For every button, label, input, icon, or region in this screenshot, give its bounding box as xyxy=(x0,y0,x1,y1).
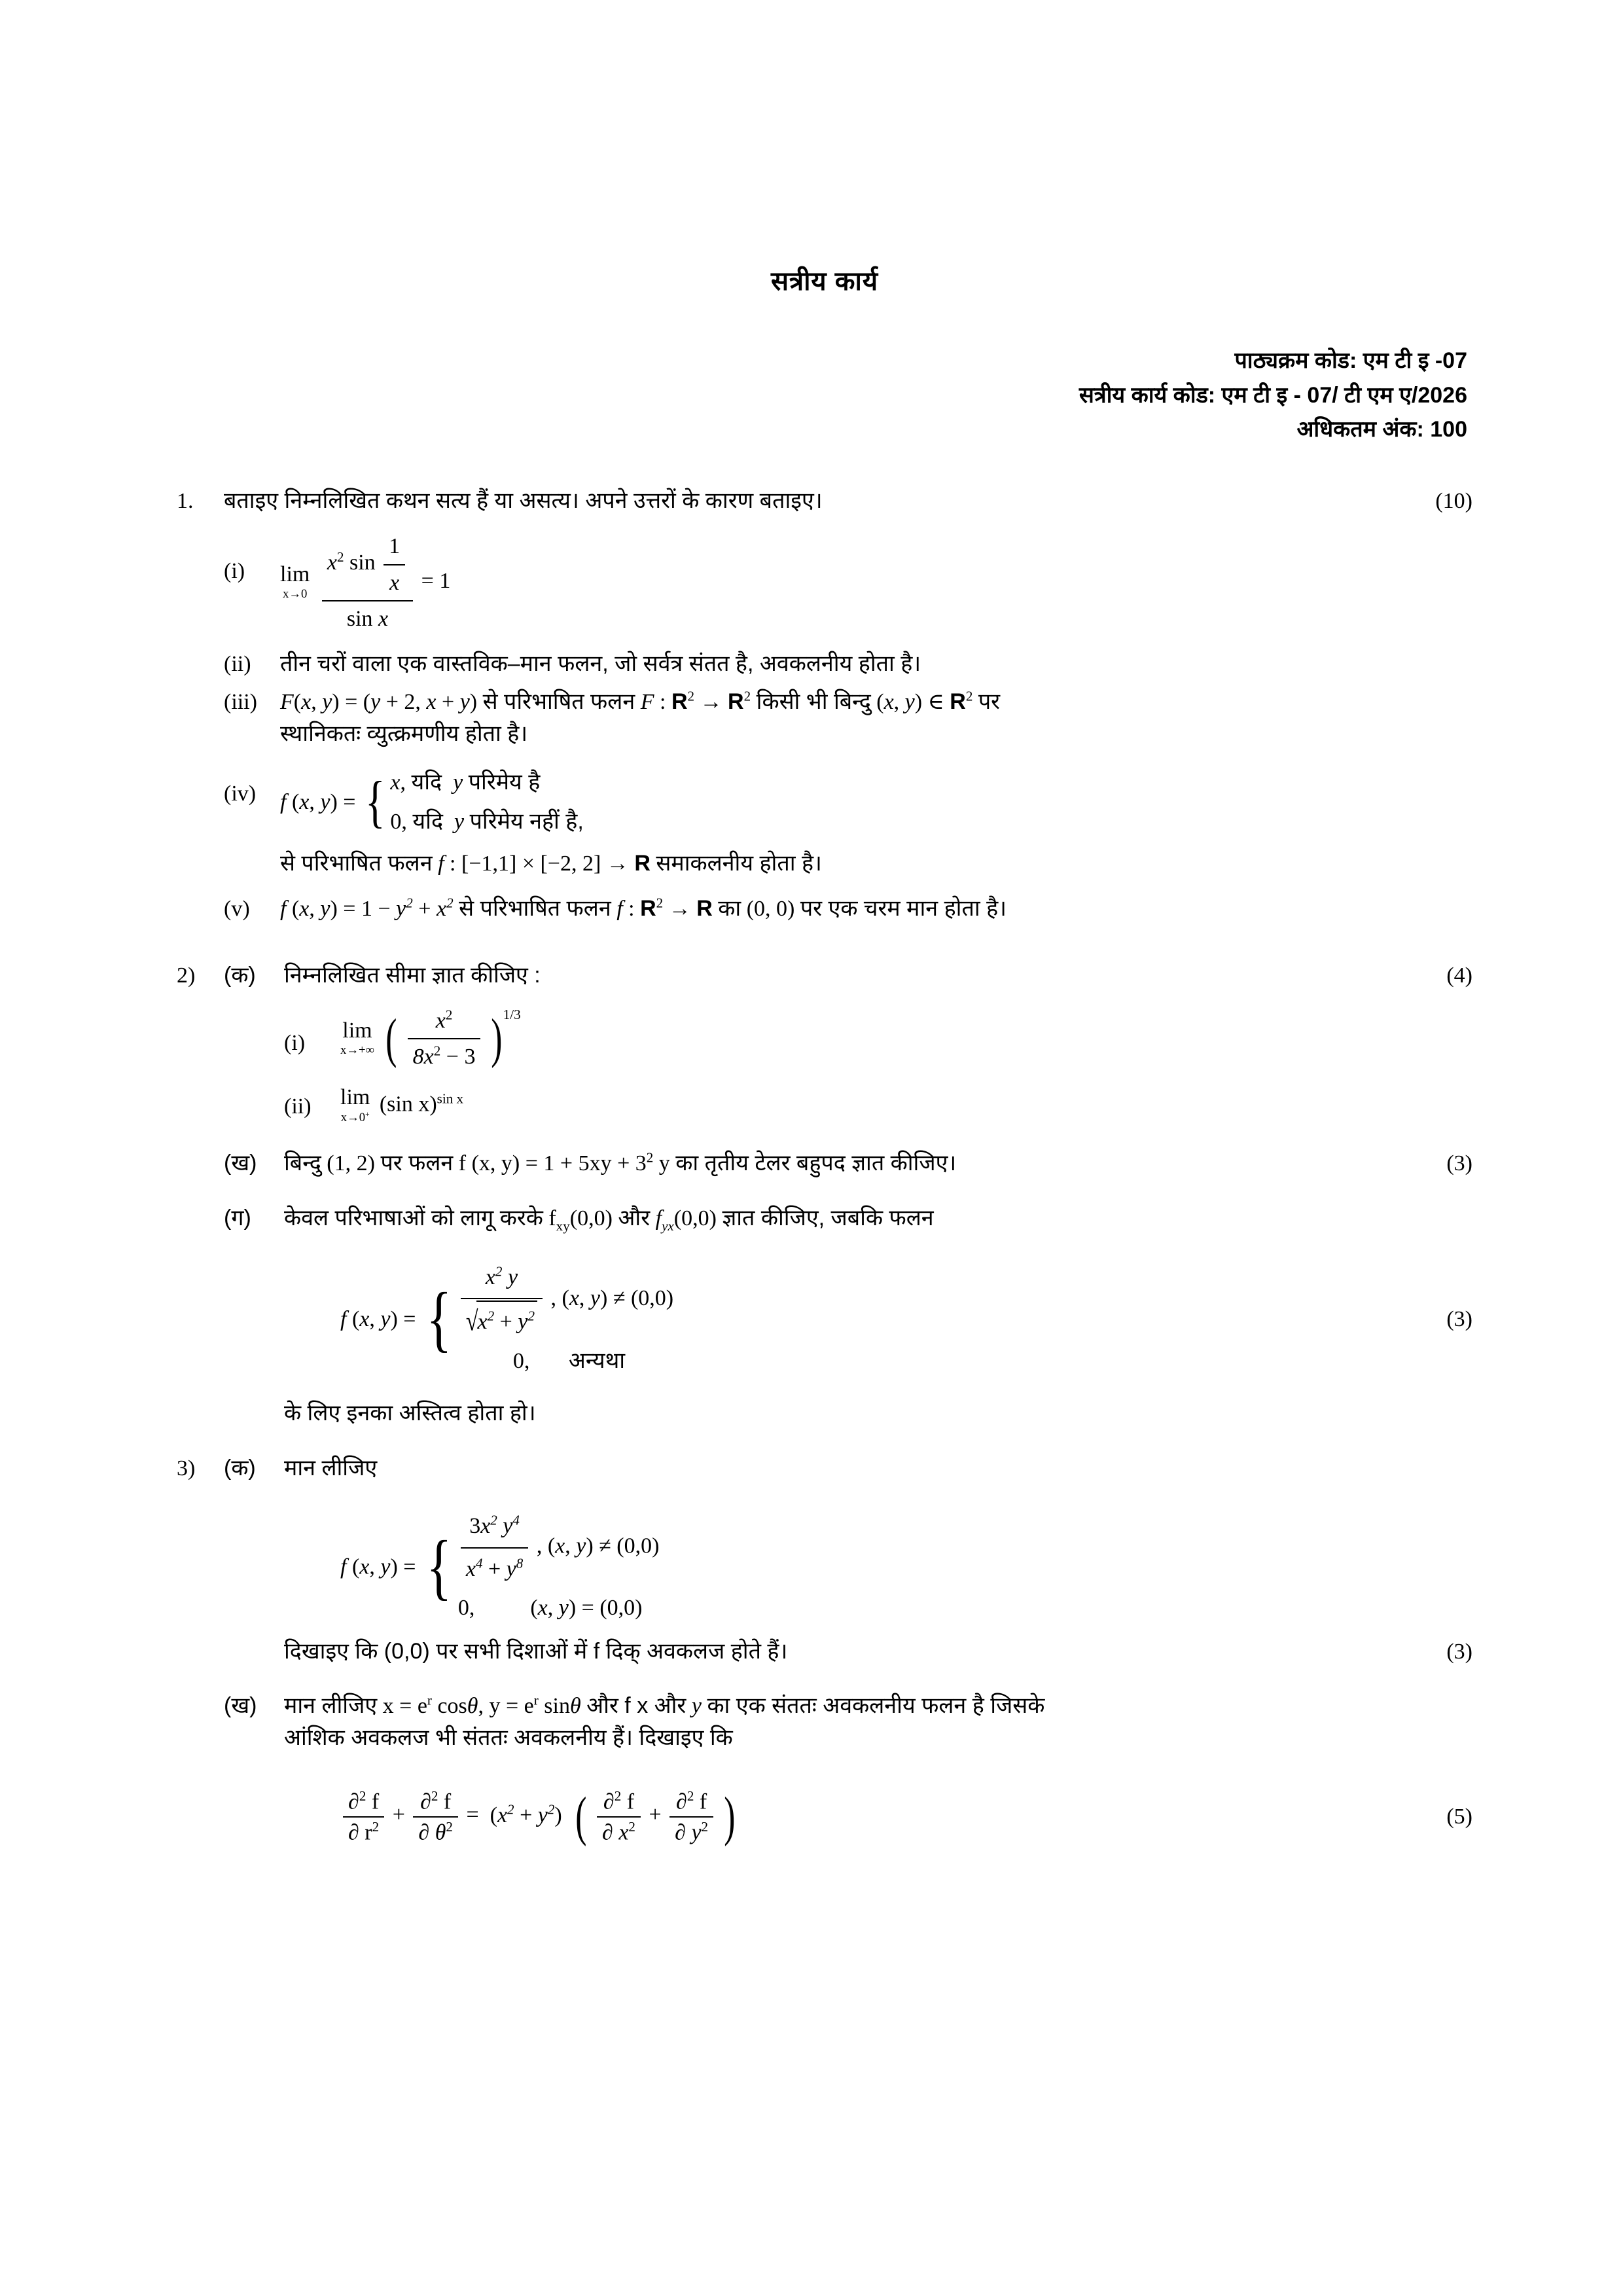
q2-ga-label: (ग) xyxy=(224,1205,251,1230)
q3-ka-function-name: f (x, y) = xyxy=(340,1554,416,1579)
left-brace-icon: { xyxy=(426,1278,452,1359)
item-v-point: (0, 0) xyxy=(746,897,795,922)
q3-kha-label: (ख) xyxy=(224,1693,257,1718)
q2-ka-sub-ii-expression: lim x→0+ (sin x)$^{sin x}$ xyxy=(340,1085,464,1124)
item-iv-tail-b: समाकलनीय होता है। xyxy=(656,851,822,876)
item-iv-case-2-sym: 0, xyxy=(390,809,407,834)
d2f-dr2: $\frac{\partial^2 f}{\partial r^2}$ xyxy=(343,1788,384,1845)
question-2-number: 2) xyxy=(177,963,196,988)
q2-ka-prompt: निम्नलिखित सीमा ज्ञात कीजिए : xyxy=(284,962,541,988)
q2-ga-case2-text: अन्यथा xyxy=(568,1348,626,1373)
item-iv-body xyxy=(280,763,1394,880)
limit-operator: lim x→0 xyxy=(280,562,310,601)
q3-ka-case2-cond: (x, y) = (0,0) xyxy=(530,1596,643,1621)
q3-kha-equation-row xyxy=(177,1788,1472,1845)
item-iv-tail-a: से परिभाषित फलन xyxy=(280,851,433,876)
q3-ka-tail: दिखाइए कि (0,0) पर सभी दिशाओं में f दिक् अवकलज होते हैं। xyxy=(284,1638,788,1664)
q2-kha-body xyxy=(284,1147,1394,1179)
q2-kha-function: f (x, $y) = 1 + 5xy + 3^2$ y xyxy=(458,1149,670,1176)
right-paren-icon: ) xyxy=(723,1786,736,1847)
item-iii-body xyxy=(280,686,1394,751)
q3-kha-body xyxy=(284,1690,1394,1755)
question-3-part-kha xyxy=(177,1690,1472,1755)
assignment-code-line: सत्रीय कार्य कोड: एम टी इ - 07/ टी एम ए/2026 xyxy=(1079,382,1467,408)
item-iv-piecewise: { x, यदि y परिमेय है 0, यदि y परिमेय नहीं है, xyxy=(365,770,584,834)
q2-ga-case1-fraction: $\frac{x^2 y}{√x^2 + y^2}$ xyxy=(461,1258,543,1342)
max-marks-line: अधिकतम अंक: 100 xyxy=(1296,417,1467,442)
left-brace-icon: { xyxy=(365,770,385,834)
right-paren-icon: ) xyxy=(491,1009,503,1069)
limit-operator: lim x→0+ xyxy=(340,1085,370,1124)
fraction: $x^2$ sin $\frac{1}{x}$ sin x xyxy=(322,530,413,635)
question-1 xyxy=(177,485,1472,517)
left-paren-icon: ( xyxy=(385,1009,397,1069)
q2-ga-tail-row xyxy=(177,1397,1472,1429)
question-1-number: 1. xyxy=(177,489,194,514)
q3-ka-equation-row xyxy=(177,1507,1472,1628)
q3-kha-var-y: y xyxy=(691,1693,702,1718)
item-iv-case-2-text: यदि xyxy=(412,808,444,834)
item-label-v: (v) xyxy=(224,897,250,922)
item-label-iii: (iii) xyxy=(224,689,257,714)
q2-kha-point: (1, 2) xyxy=(327,1151,375,1176)
item-v-text-a: से परिभाषित फलन xyxy=(459,896,611,922)
question-3-part-ka xyxy=(177,1452,1472,1484)
item-label-ii: (ii) xyxy=(224,652,251,677)
q2-kha-text-b: पर फलन xyxy=(380,1151,454,1176)
q3-kha-y-def: $y = e^r$ sinθ xyxy=(489,1692,581,1718)
item-v-map: f : $R^2 \to R$ xyxy=(616,895,713,922)
question-1-item-ii xyxy=(224,648,1472,680)
left-brace-icon: { xyxy=(426,1526,452,1607)
course-code-line: पाठ्यक्रम कोड: एम टी इ -07 xyxy=(1234,348,1467,373)
q2-ga-function-name: f (x, y) = xyxy=(340,1306,416,1331)
q2-ga-text-c: ज्ञात कीजिए, जबकि फलन xyxy=(722,1205,934,1230)
item-v-function-def: f (x, $y) = 1 - y^2 + x^2$ xyxy=(280,895,454,922)
q3-kha-equation: $\frac{\partial^2 f}{\partial r^2}$ + $\frac{\partial^2 f}{\partial \theta^2}$ = $(x^2 + y^2)$ ( $\frac{\partial^2 f}{\partial x^2}$ + $\frac{\partial^2 f}{\partial y^2}$ ) xyxy=(340,1788,737,1845)
item-v-text-b: का xyxy=(718,896,741,922)
q3-kha-line1-c: का एक संततः अवकलनीय फलन है जिसके xyxy=(707,1693,1045,1718)
page-title: सत्रीय कार्य xyxy=(770,267,879,296)
item-iii-point: (x, y) ∈ $R^2$ xyxy=(876,688,973,714)
item-ii-text: तीन चरों वाला एक वास्तविक–मान फलन, जो सर्वत्र संतत है, अवकलनीय होता है। xyxy=(280,651,921,677)
d2f-dx2: $\frac{\partial^2 f}{\partial x^2}$ xyxy=(597,1788,641,1845)
q2-ga-symbol-fxy: $f_{xy}(0,0)$ xyxy=(548,1206,613,1234)
q2-kha-marks: (3) xyxy=(1446,1151,1472,1176)
q2-ka-sub-i xyxy=(284,1005,1472,1073)
q3-ka-label: (क) xyxy=(224,1455,256,1480)
q2-ga-marks: (3) xyxy=(1446,1307,1472,1332)
q3-ka-case2-value: 0, xyxy=(457,1596,475,1621)
question-1-item-iv xyxy=(224,763,1472,880)
q3-ka-prompt: मान लीजिए xyxy=(284,1455,378,1480)
question-3-number: 3) xyxy=(177,1456,196,1480)
q2-kha-text-c: का तृतीय टेलर बहुपद ज्ञात कीजिए। xyxy=(675,1151,957,1176)
q3-kha-line1-a: मान लीजिए xyxy=(284,1693,378,1718)
item-v-body xyxy=(280,893,1394,925)
item-iii-function-def: F(x, y) = (y + 2, x + y) xyxy=(280,689,478,714)
q3-ka-tail-row xyxy=(177,1636,1472,1668)
q3-kha-line2: आंशिक अवकलज भी संततः अवकलनीय हैं। दिखाइए कि xyxy=(284,1725,733,1751)
question-1-item-iii xyxy=(224,686,1472,751)
item-iii-map: F : $R^2 \to R^2$ xyxy=(640,688,751,714)
q3-kha-line1-b: और f x और xyxy=(586,1693,687,1718)
item-iv-case-1-text: यदि xyxy=(411,770,442,795)
q2-ga-equation-row xyxy=(177,1258,1472,1381)
q2-ga-case2-value: 0, xyxy=(512,1348,530,1373)
item-iv-function-name: f (x, y) = xyxy=(280,789,356,814)
q2-ga-text-a: केवल परिभाषाओं को लागू करके xyxy=(284,1205,543,1230)
item-v-text-c: पर एक चरम मान होता है। xyxy=(800,896,1007,922)
question-1-item-v xyxy=(224,893,1472,925)
item-iii-text-d: स्थानिकतः व्युत्क्रमणीय होता है। xyxy=(280,721,528,746)
d2f-dy2: $\frac{\partial^2 f}{\partial y^2}$ xyxy=(669,1788,713,1845)
d2f-dtheta2: $\frac{\partial^2 f}{\partial \theta^2}$ xyxy=(413,1788,458,1845)
q2-ka-label: (क) xyxy=(224,962,256,988)
page-content xyxy=(177,262,1472,1845)
q3-kha-x-def: $x = e^r$ cosθ, xyxy=(382,1692,484,1718)
inner-fraction: $\frac{1}{x}$ xyxy=(383,530,405,599)
q2-ga-body xyxy=(284,1202,1394,1236)
q2-ga-piecewise: f (x, y) = { $\frac{x^2 y}{√x^2 + y^2}$ , (x, y) ≠ (0,0) 0, अन्यथा xyxy=(340,1258,673,1381)
item-iii-text-b: किसी भी बिन्दु xyxy=(756,689,871,714)
question-1-item-i xyxy=(224,530,1472,635)
q3-ka-marks: (3) xyxy=(1446,1639,1472,1664)
q2-ka-sub-i-expression: lim x→+∞ ( $\frac{x^2}{8x^2 - 3}$ )$^{1/3}$ xyxy=(340,1005,1394,1073)
item-iii-text-c: पर xyxy=(978,689,1001,714)
q2-ga-text-b: और xyxy=(618,1205,651,1230)
item-label-i: (i) xyxy=(224,559,245,584)
item-label-iv: (iv) xyxy=(224,781,257,806)
question-2-part-ka xyxy=(177,960,1472,992)
course-meta-block xyxy=(177,344,1472,447)
q2-ka-sub-ii xyxy=(284,1086,1472,1126)
left-paren-icon: ( xyxy=(575,1786,587,1847)
item-iv-domain: f : [−1,1] × [−2, 2] → R xyxy=(438,851,651,876)
question-1-prompt: बताइए निम्नलिखित कथन सत्य हैं या असत्य। अपने उत्तरों के कारण बताइए। xyxy=(224,488,823,514)
question-2-part-kha xyxy=(177,1147,1472,1179)
q2-ka-sub-i-label: (i) xyxy=(284,1031,306,1056)
q3-ka-case1-fraction: $\frac{3x^2 y^4}{x^4 + y^8}$ xyxy=(461,1507,528,1588)
q2-kha-text-a: बिन्दु xyxy=(284,1151,321,1176)
q2-ka-marks: (4) xyxy=(1446,963,1472,988)
q2-ka-sub-ii-label: (ii) xyxy=(284,1094,312,1119)
q3-kha-marks: (5) xyxy=(1446,1804,1472,1829)
q3-ka-piecewise: f (x, y) = { $\frac{3x^2 y^4}{x^4 + y^8}$ , (x, y) ≠ (0,0) 0, (x, y) = (0,0) xyxy=(340,1507,659,1628)
q2-ga-symbol-fyx: $f_{yx}(0,0)$ xyxy=(655,1206,717,1234)
question-2-part-ga xyxy=(177,1202,1472,1236)
item-iv-case-1-sym: x, xyxy=(390,770,406,795)
q2-ga-tail: के लिए इनका अस्तित्व होता हो। xyxy=(284,1401,536,1426)
limit-operator: lim x→+∞ xyxy=(340,1018,374,1058)
item-iv-tail xyxy=(280,848,1394,880)
item-iii-text-a: से परिभाषित फलन xyxy=(482,689,635,714)
q2-kha-label: (ख) xyxy=(224,1151,257,1176)
item-i-expression: lim x→0 $x^2$ sin $\frac{1}{x}$ sin x = 1 xyxy=(280,530,1394,635)
fraction: $\frac{x^2}{8x^2 - 3}$ xyxy=(408,1005,481,1073)
question-1-marks: (10) xyxy=(1435,489,1472,514)
